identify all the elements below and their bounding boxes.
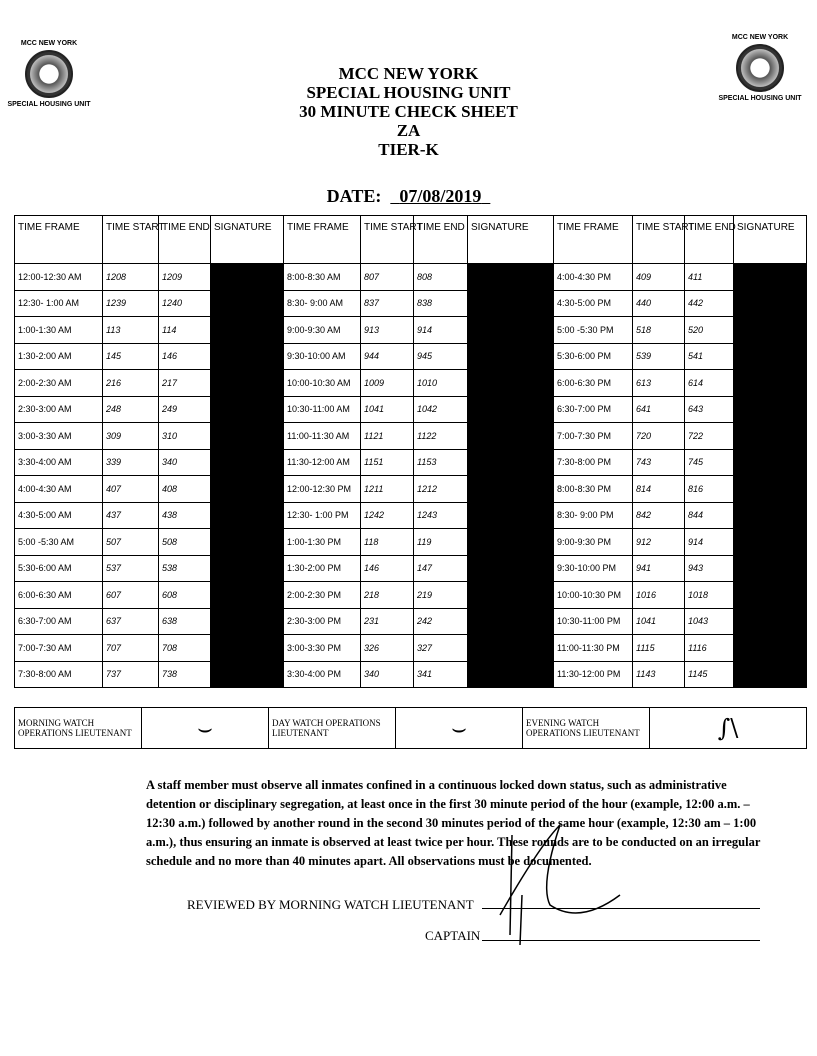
reviewed-by-label: REVIEWED BY MORNING WATCH LIEUTENANT [187,897,474,912]
time-end-cell: 147 [414,555,468,582]
time-start-cell: 437 [103,502,159,529]
time-frame-cell: 11:00-11:30 AM [284,423,361,450]
table-row [15,449,807,476]
column-header: TIME FRAME [284,216,361,264]
logo-bottom-text: SPECIAL HOUSING UNIT [718,95,802,102]
table-row [15,476,807,503]
column-header: TIME START [361,216,414,264]
date-line [0,186,817,207]
table-row [15,370,807,397]
time-start-cell: 339 [103,449,159,476]
day-watch-signature: ⌣ [396,708,523,749]
time-start-cell: 743 [633,449,685,476]
instructions-paragraph: A staff member must observe all inmates confined in a continuous locked down status, such as administrative detention or disciplinary segregation, at least once in the first 30 minute period of the hour (example, 12:00 a.m. – 12:30 a.m.) followed by another round in the second 30 minutes period of the same hour (example, 12:30 am – 1:00 a.m.), thus ensuring an inmate is observed at least twice per hour. These rounds are to be conducted on an irregular schedule and no more than 40 minutes apart. All observations must be documented. [146,778,761,868]
table-row [15,502,807,529]
time-end-cell: 816 [685,476,734,503]
time-frame-cell: 3:00-3:30 AM [15,423,103,450]
time-end-cell: 541 [685,343,734,370]
table-row [15,661,807,688]
time-frame-cell: 1:30-2:00 AM [15,343,103,370]
evening-watch-signature: ∫\ [650,708,807,749]
time-frame-cell: 5:00 -5:30 PM [554,317,633,344]
time-frame-cell: 9:00-9:30 AM [284,317,361,344]
column-header: SIGNATURE [211,216,284,264]
time-end-cell: 408 [159,476,211,503]
time-end-cell: 340 [159,449,211,476]
time-start-cell: 720 [633,423,685,450]
time-start-cell: 1041 [633,608,685,635]
table-row [15,343,807,370]
time-frame-cell: 6:00-6:30 PM [554,370,633,397]
time-start-cell: 941 [633,555,685,582]
column-header: TIME END [685,216,734,264]
time-frame-cell: 10:30-11:00 PM [554,608,633,635]
time-start-cell: 507 [103,529,159,556]
time-end-cell: 643 [685,396,734,423]
table-row [15,396,807,423]
time-end-cell: 1116 [685,635,734,662]
time-frame-cell: 1:00-1:30 PM [284,529,361,556]
morning-watch-signature: ⌣ [142,708,269,749]
time-end-cell: 614 [685,370,734,397]
time-end-cell: 608 [159,582,211,609]
time-frame-cell: 5:30-6:00 AM [15,555,103,582]
time-frame-cell: 11:30-12:00 AM [284,449,361,476]
time-end-cell: 722 [685,423,734,450]
time-end-cell: 943 [685,555,734,582]
time-end-cell: 1243 [414,502,468,529]
time-frame-cell: 2:30-3:00 AM [15,396,103,423]
table-row [15,529,807,556]
time-start-cell: 1115 [633,635,685,662]
time-frame-cell: 3:30-4:00 PM [284,661,361,688]
time-start-cell: 1121 [361,423,414,450]
time-end-cell: 1122 [414,423,468,450]
time-frame-cell: 6:30-7:00 AM [15,608,103,635]
time-end-cell: 508 [159,529,211,556]
time-start-cell: 1242 [361,502,414,529]
time-start-cell: 1143 [633,661,685,688]
time-start-cell: 218 [361,582,414,609]
title-line: 30 MINUTE CHECK SHEET [299,102,518,121]
time-frame-cell: 9:00-9:30 PM [554,529,633,556]
time-frame-cell: 1:30-2:00 PM [284,555,361,582]
time-start-cell: 1208 [103,264,159,291]
time-frame-cell: 7:00-7:30 AM [15,635,103,662]
time-end-cell: 638 [159,608,211,635]
time-frame-cell: 12:30- 1:00 AM [15,290,103,317]
time-end-cell: 945 [414,343,468,370]
time-frame-cell: 7:00-7:30 PM [554,423,633,450]
time-end-cell: 1240 [159,290,211,317]
document-title [0,64,817,159]
time-frame-cell: 2:00-2:30 PM [284,582,361,609]
time-end-cell: 914 [685,529,734,556]
time-start-cell: 1016 [633,582,685,609]
time-start-cell: 641 [633,396,685,423]
time-end-cell: 442 [685,290,734,317]
time-start-cell: 807 [361,264,414,291]
time-frame-cell: 8:00-8:30 PM [554,476,633,503]
time-end-cell: 1153 [414,449,468,476]
time-frame-cell: 7:30-8:00 AM [15,661,103,688]
time-frame-cell: 8:00-8:30 AM [284,264,361,291]
time-frame-cell: 4:30-5:00 AM [15,502,103,529]
time-frame-cell: 12:00-12:30 AM [15,264,103,291]
time-frame-cell: 8:30- 9:00 AM [284,290,361,317]
day-watch-label: DAY WATCH OPERATIONS LIEUTENANT [269,708,396,749]
time-end-cell: 310 [159,423,211,450]
time-end-cell: 114 [159,317,211,344]
time-start-cell: 113 [103,317,159,344]
time-start-cell: 707 [103,635,159,662]
time-end-cell: 242 [414,608,468,635]
time-frame-cell: 10:00-10:30 PM [554,582,633,609]
time-frame-cell: 8:30- 9:00 PM [554,502,633,529]
time-start-cell: 326 [361,635,414,662]
time-frame-cell: 4:00-4:30 PM [554,264,633,291]
time-frame-cell: 2:30-3:00 PM [284,608,361,635]
time-start-cell: 231 [361,608,414,635]
logo-top-text: MCC NEW YORK [20,40,78,47]
table-row [15,635,807,662]
time-start-cell: 1151 [361,449,414,476]
date-value: 07/08/2019 [399,186,482,206]
time-end-cell: 708 [159,635,211,662]
time-frame-cell: 5:00 -5:30 AM [15,529,103,556]
table-row [15,608,807,635]
time-end-cell: 538 [159,555,211,582]
time-frame-cell: 7:30-8:00 PM [554,449,633,476]
table-row [15,317,807,344]
time-start-cell: 518 [633,317,685,344]
time-end-cell: 808 [414,264,468,291]
table-row [15,290,807,317]
time-start-cell: 637 [103,608,159,635]
time-start-cell: 440 [633,290,685,317]
time-end-cell: 1212 [414,476,468,503]
time-start-cell: 1239 [103,290,159,317]
time-end-cell: 146 [159,343,211,370]
time-start-cell: 248 [103,396,159,423]
column-header: TIME FRAME [15,216,103,264]
table-row [15,582,807,609]
time-end-cell: 219 [414,582,468,609]
time-end-cell: 438 [159,502,211,529]
title-line: ZA [396,121,421,140]
time-start-cell: 409 [633,264,685,291]
time-end-cell: 844 [685,502,734,529]
time-start-cell: 944 [361,343,414,370]
time-frame-cell: 12:00-12:30 PM [284,476,361,503]
time-start-cell: 216 [103,370,159,397]
column-header: SIGNATURE [468,216,554,264]
time-frame-cell: 11:30-12:00 PM [554,661,633,688]
time-start-cell: 146 [361,555,414,582]
handwritten-signature [480,805,640,965]
logo-top-text: MCC NEW YORK [731,34,789,41]
time-end-cell: 1018 [685,582,734,609]
table-row [15,555,807,582]
time-frame-cell: 10:30-11:00 AM [284,396,361,423]
time-end-cell: 1010 [414,370,468,397]
time-frame-cell: 5:30-6:00 PM [554,343,633,370]
table-row [15,423,807,450]
time-start-cell: 118 [361,529,414,556]
time-start-cell: 537 [103,555,159,582]
time-start-cell: 814 [633,476,685,503]
time-end-cell: 914 [414,317,468,344]
time-start-cell: 309 [103,423,159,450]
column-header: TIME END [159,216,211,264]
check-table [14,215,807,688]
time-start-cell: 913 [361,317,414,344]
time-start-cell: 912 [633,529,685,556]
time-frame-cell: 2:00-2:30 AM [15,370,103,397]
lieutenant-signoff [14,707,807,749]
time-start-cell: 407 [103,476,159,503]
time-end-cell: 119 [414,529,468,556]
time-frame-cell: 12:30- 1:00 PM [284,502,361,529]
date-label: DATE: [326,186,382,206]
time-end-cell: 745 [685,449,734,476]
time-end-cell: 1042 [414,396,468,423]
time-frame-cell: 3:00-3:30 PM [284,635,361,662]
column-header: TIME END [414,216,468,264]
time-start-cell: 1041 [361,396,414,423]
time-start-cell: 340 [361,661,414,688]
redacted-signature [211,264,284,688]
time-end-cell: 1209 [159,264,211,291]
time-start-cell: 607 [103,582,159,609]
redacted-signature [734,264,807,688]
column-header: SIGNATURE [734,216,807,264]
time-start-cell: 1211 [361,476,414,503]
title-line: TIER-K [378,140,439,159]
time-end-cell: 411 [685,264,734,291]
time-end-cell: 341 [414,661,468,688]
time-end-cell: 738 [159,661,211,688]
time-frame-cell: 10:00-10:30 AM [284,370,361,397]
time-start-cell: 1009 [361,370,414,397]
time-end-cell: 838 [414,290,468,317]
time-frame-cell: 9:30-10:00 AM [284,343,361,370]
time-start-cell: 737 [103,661,159,688]
time-start-cell: 613 [633,370,685,397]
time-frame-cell: 4:00-4:30 AM [15,476,103,503]
time-start-cell: 145 [103,343,159,370]
time-end-cell: 249 [159,396,211,423]
time-frame-cell: 6:30-7:00 PM [554,396,633,423]
time-start-cell: 837 [361,290,414,317]
title-line: SPECIAL HOUSING UNIT [306,83,511,102]
captain-label: CAPTAIN [425,928,481,943]
time-frame-cell: 3:30-4:00 AM [15,449,103,476]
logo-bottom-text: SPECIAL HOUSING UNIT [7,101,91,108]
time-end-cell: 217 [159,370,211,397]
time-start-cell: 539 [633,343,685,370]
time-frame-cell: 4:30-5:00 PM [554,290,633,317]
time-end-cell: 1145 [685,661,734,688]
time-end-cell: 520 [685,317,734,344]
time-frame-cell: 1:00-1:30 AM [15,317,103,344]
time-end-cell: 1043 [685,608,734,635]
column-header: TIME FRAME [554,216,633,264]
time-start-cell: 842 [633,502,685,529]
table-row [15,264,807,291]
time-frame-cell: 9:30-10:00 PM [554,555,633,582]
evening-watch-label: EVENING WATCH OPERATIONS LIEUTENANT [523,708,650,749]
column-header: TIME START [633,216,685,264]
time-end-cell: 327 [414,635,468,662]
title-line: MCC NEW YORK [338,64,479,83]
column-header: TIME START [103,216,159,264]
time-frame-cell: 6:00-6:30 AM [15,582,103,609]
redacted-signature [468,264,554,688]
morning-watch-label: MORNING WATCH OPERATIONS LIEUTENANT [15,708,142,749]
time-frame-cell: 11:00-11:30 PM [554,635,633,662]
